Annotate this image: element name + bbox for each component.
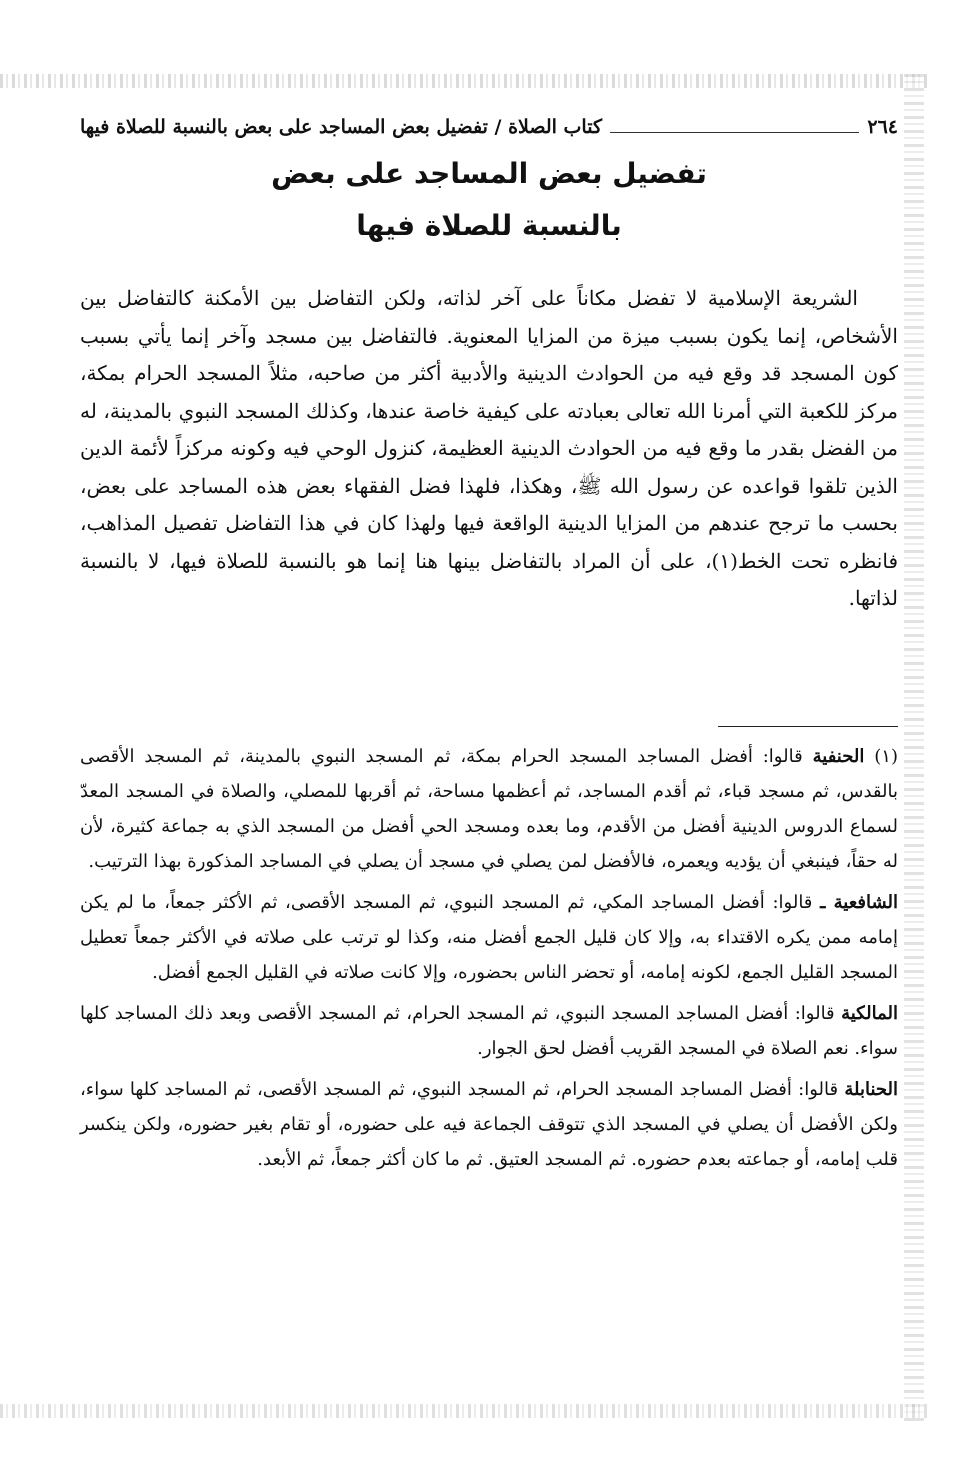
footnote-text: قالوا: أفضل المساجد المكي، ثم المسجد النبوي، ثم المسجد الأقصى، ثم الأكثر جمعاً، ما لم يكن إمامه ممن يكره الاقتداء به، وإلا كان قليل الجمع أفضل منه، وكذا لو ترتب على صلاته في الأكثر جمعاً تعطيل المسجد القليل الجمع، لكونه إمامه، أو تحضر الناس بحضوره، وإلا كانت صلاته في القليل الجمع أفضل. [80,891,898,983]
footnotes [80,739,898,1177]
book-page [80,112,898,1183]
footnote-school-name: الشافعية ـ [820,891,899,913]
decorative-border-top [0,74,930,88]
section-title [80,148,898,252]
footnote-school-name: الحنفية [812,745,865,767]
footnote-hanbali [80,1072,898,1177]
page-number: ٢٦٤ [867,116,898,138]
running-header [80,112,898,142]
footnote-shafii [80,885,898,990]
section-title-line-1: تفضيل بعض المساجد على بعض [271,157,707,190]
footnote-maliki [80,996,898,1066]
running-title: كتاب الصلاة / تفضيل بعض المساجد على بعض بالنسبة للصلاة فيها [80,116,602,138]
footnote-text: قالوا: أفضل المساجد المسجد النبوي، ثم المسجد الحرام، ثم المسجد الأقصى وبعد ذلك المساجد كلها سواء. نعم الصلاة في المسجد القريب أفضل لحق الجوار. [80,1002,898,1059]
footnote-marker: (١) [874,745,898,767]
footnote-school-name: الحنابلة [844,1078,898,1100]
main-paragraph: الشريعة الإسلامية لا تفضل مكاناً على آخر لذاته، ولكن التفاضل بين الأمكنة كالتفاضل بين الأشخاص، إنما يكون بسبب ميزة من المزايا المعنوية. فالتفاضل بين مسجد وآخر إنما يأتي بسبب كون المسجد قد وقع فيه من الحوادث الدينية والأدبية أكثر من صاحبه، مثلاً المسجد الحرام بمكة، مركز للكعبة التي أمرنا الله تعالى بعبادته على كيفية خاصة عندها، وكذلك المسجد النبوي بالمدينة، له من الفضل بقدر ما وقع فيه من الحوادث الدينية العظيمة، كنزول الوحي فيه وكونه مركزاً لأئمة الدين الذين تلقوا قواعده عن رسول الله ﷺ، وهكذا، فلهذا فضل الفقهاء بعض هذه المساجد على بعض، بحسب ما ترجح عندهم من المزايا الدينية الواقعة فيها ولهذا كان في هذا التفاضل تفصيل المذاهب، فانظره تحت الخط(١)، على أن المراد بالتفاضل بينها هنا إنما هو بالنسبة للصلاة فيها، لا بالنسبة لذاتها. [80,286,898,610]
footnote-text: قالوا: أفضل المساجد المسجد الحرام بمكة، ثم المسجد النبوي بالمدينة، ثم المسجد الأقصى بالقدس، ثم مسجد قباء، ثم أقدم المساجد، ثم أعظمها مساحة، ثم أقربها للمصلي، والصلاة في المسجد المعدّ لسماع الدروس الدينية أفضل من الأقدم، وما بعده ومسجد الحي أفضل من المسجد الذي به جماعة كثيرة، لأن له حقاً، فينبغي أن يؤديه ويعمره، فالأفضل لمن يصلي في مسجد أن يصلي في المساجد المذكورة بهذا الترتيب. [80,745,898,872]
footnote-text: قالوا: أفضل المساجد المسجد الحرام، ثم المسجد النبوي، ثم المسجد الأقصى، ثم المساجد كلها سواء، ولكن الأفضل أن يصلي في المسجد الذي تتوقف الجماعة فيه على حضوره، أو تقام بغير حضوره، ولكن ينكسر قلب إمامه، أو جماعته بعدم حضوره. ثم المسجد العتيق. ثم ما كان أكثر جمعاً، ثم الأبعد. [80,1078,898,1170]
decorative-border-right [904,74,924,1424]
section-title-line-2: بالنسبة للصلاة فيها [356,209,622,242]
decorative-border-bottom [0,1404,930,1418]
footnote-hanafi [80,739,898,879]
footnote-school-name: المالكية [841,1002,898,1024]
header-rule [610,132,859,133]
footnote-separator [718,726,898,727]
